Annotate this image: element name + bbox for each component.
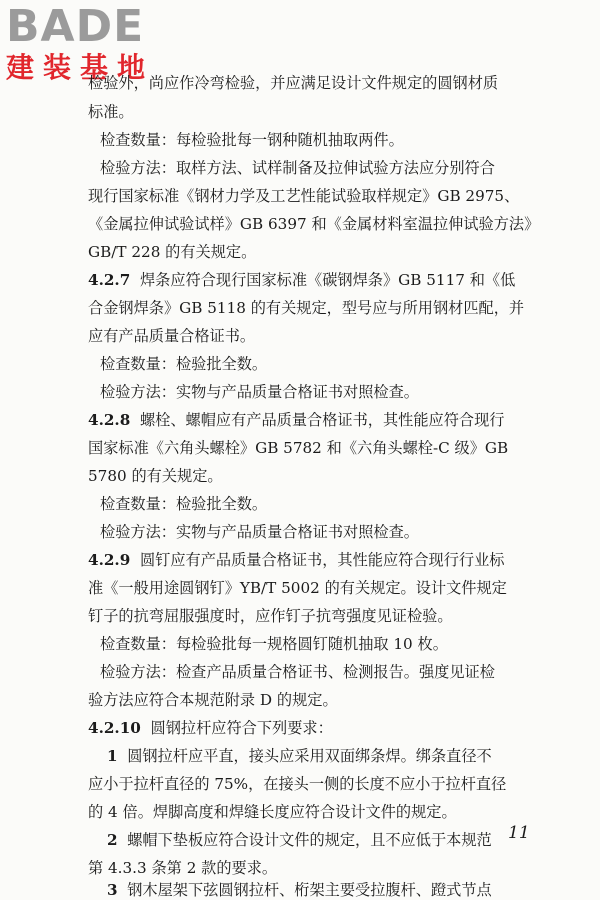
text-line: 检查数量：每检验批每一规格圆钉随机抽取 10 枚。 — [100, 635, 448, 653]
text-line: 应有产品质量合格证书。 — [88, 327, 256, 345]
text-line: 检验方法：实物与产品质量合格证书对照检查。 — [100, 383, 419, 401]
clause-4-2-9: 4.2.9 圆钉应有产品质量合格证书，其性能应符合现行行业标 — [88, 551, 505, 569]
clause-number: 4.2.9 — [88, 551, 131, 569]
list-item-3: 3 钢木屋架下弦圆钢拉杆、桁架主要受拉腹杆、蹬式节点 — [107, 881, 492, 899]
text-line: 第 4.3.3 条第 2 款的要求。 — [88, 859, 278, 877]
clause-4-2-8: 4.2.8 螺栓、螺帽应有产品质量合格证书，其性能应符合现行 — [88, 411, 505, 429]
text-line: 现行国家标准《钢材力学及工艺性能试验取样规定》GB 2975、 — [88, 187, 520, 205]
clause-number: 4.2.8 — [88, 411, 131, 429]
text-line: 标准。 — [88, 103, 134, 121]
bade-logo — [6, 1, 155, 84]
text-line: 的 4 倍。焊脚高度和焊缝长度应符合设计文件的规定。 — [88, 803, 457, 821]
text-line: 检验方法：取样方法、试样制备及拉伸试验方法应分别符合 — [100, 159, 495, 177]
text-line: 验方法应符合本规范附录 D 的规定。 — [88, 691, 338, 709]
text-line: 合金钢焊条》GB 5118 的有关规定，型号应与所用钢材匹配，并 — [88, 299, 525, 317]
clause-4-2-7: 4.2.7 焊条应符合现行国家标准《碳钢焊条》GB 5117 和《低 — [88, 271, 516, 289]
clause-number: 4.2.10 — [88, 719, 141, 737]
text-line: GB/T 228 的有关规定。 — [88, 243, 257, 261]
clause-number: 4.2.7 — [88, 271, 131, 289]
text-line: 检查数量：检验批全数。 — [100, 495, 268, 513]
list-item-1: 1 圆钢拉杆应平直，接头应采用双面绑条焊。绑条直径不 — [107, 747, 492, 765]
list-item-2: 2 螺帽下垫板应符合设计文件的规定，且不应低于本规范 — [107, 831, 492, 849]
logo-subtitle: 建装基地 — [6, 51, 155, 84]
logo-wordmark: BADE — [6, 1, 145, 52]
text-line: 检验外，尚应作冷弯检验，并应满足设计文件规定的圆钢材质 — [88, 74, 499, 92]
item-number: 2 — [107, 831, 118, 849]
text-line: 准《一般用途圆钢钉》YB/T 5002 的有关规定。设计文件规定 — [88, 579, 507, 597]
text-line: 《金属拉伸试验试样》GB 6397 和《金属材料室温拉伸试验方法》 — [88, 215, 540, 233]
text-line: 应小于拉杆直径的 75%，在接头一侧的长度不应小于拉杆直径 — [88, 775, 507, 793]
text-line: 国家标准《六角头螺栓》GB 5782 和《六角头螺栓-C 级》GB — [88, 439, 509, 457]
page-number: 11 — [508, 823, 530, 843]
item-number: 1 — [107, 747, 118, 765]
text-line: 检查数量：检验批全数。 — [100, 355, 268, 373]
text-line: 检查数量：每检验批每一钢种随机抽取两件。 — [100, 131, 404, 149]
clause-4-2-10: 4.2.10 圆钢拉杆应符合下列要求： — [88, 719, 333, 737]
text-line: 钉子的抗弯屈服强度时，应作钉子抗弯强度见证检验。 — [88, 607, 453, 625]
item-number: 3 — [107, 881, 118, 899]
text-line: 5780 的有关规定。 — [88, 467, 223, 485]
text-line: 检验方法：检查产品质量合格证书、检测报告。强度见证检 — [100, 663, 495, 681]
text-line: 检验方法：实物与产品质量合格证书对照检查。 — [100, 523, 419, 541]
